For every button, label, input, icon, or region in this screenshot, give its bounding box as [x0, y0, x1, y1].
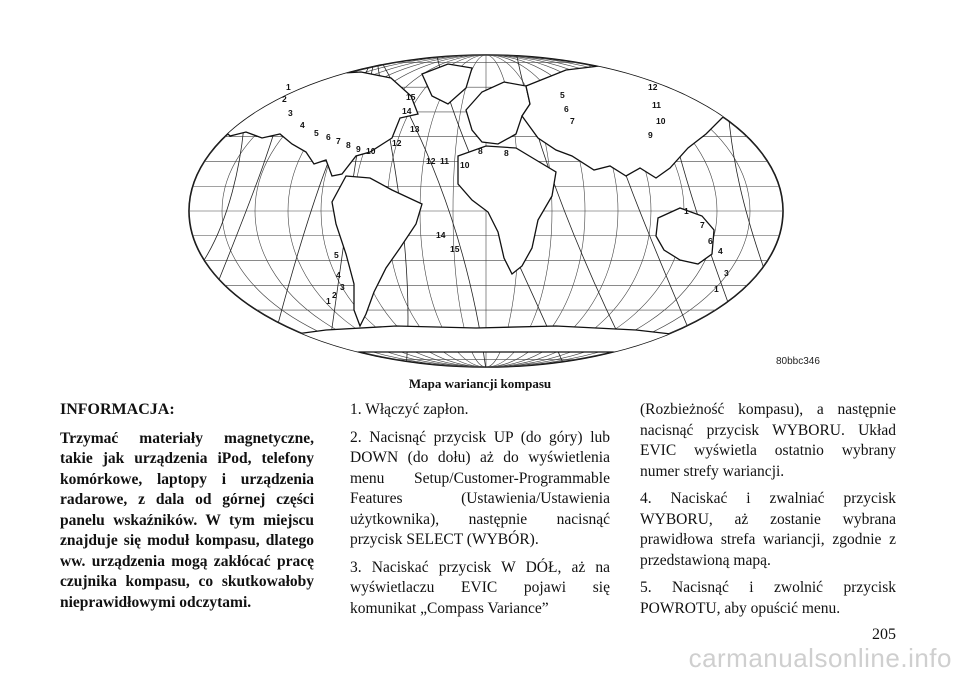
zone-number-label: 3 — [340, 282, 345, 292]
zone-number-label: 1 — [714, 284, 719, 294]
zone-number-label: 2 — [282, 94, 287, 104]
zone-number-label: 7 — [570, 116, 575, 126]
step-5: 5. Nacisnąć i zwolnić przycisk POWROTU, aby opuścić menu. — [640, 579, 896, 617]
zone-number-label: 5 — [560, 90, 565, 100]
step-2: 2. Nacisnąć przycisk UP (do góry) lub DOWN (do dołu) aż do wyświetlenia menu Setup/Customer-Programmable Features (Ustawienia/Ustawienia użytkownika), następnie nacisnąć przycisk SELECT (WYBÓR). — [350, 428, 610, 548]
zone-number-label: 2 — [332, 290, 337, 300]
zone-number-label: 3 — [724, 268, 729, 278]
zone-number-label: 8 — [478, 146, 483, 156]
zone-number-label: 6 — [564, 104, 569, 114]
zone-number-label: 14 — [436, 230, 446, 240]
steps-column-right — [640, 400, 896, 626]
zone-number-label: 13 — [410, 124, 420, 134]
info-text: Trzymać materiały magnetyczne, takie jak urządzenia iPod, telefony komórkowe, laptopy i urządzenia radarowe, z dala od górnej części panelu wskaźników. W tym miejscu znajduje się moduł kompasu, dlatego ww. urządzenia mogą zakłócać pracę czujnika kompasu, co skutkowałoby nieprawidłowymi odczytami. — [60, 429, 314, 611]
zone-number-label: 5 — [334, 250, 339, 260]
zone-number-label: 9 — [356, 144, 361, 154]
step-4: 4. Naciskać i zwalniać przycisk WYBORU, aż zostanie wybrana prawidłowa strefa wariancji, zgodnie z przedstawioną mapą. — [640, 490, 896, 569]
zone-number-label: 4 — [300, 120, 305, 130]
zone-number-label: 5 — [314, 128, 319, 138]
zone-number-label: 1 — [286, 82, 291, 92]
zone-number-label: 14 — [402, 106, 412, 116]
zone-number-label: 4 — [718, 246, 723, 256]
zone-number-label: 10 — [656, 116, 666, 126]
map-code: 80bbc346 — [776, 356, 820, 367]
zone-number-label: 7 — [700, 220, 705, 230]
step-1: 1. Włączyć zapłon. — [350, 401, 469, 418]
zone-number-label: 15 — [450, 244, 460, 254]
zone-number-label: 7 — [336, 136, 341, 146]
zone-number-label: 6 — [326, 132, 331, 142]
zone-number-label: 8 — [504, 148, 509, 158]
zone-number-label: 12 — [426, 156, 436, 166]
zone-number-label: 12 — [648, 82, 658, 92]
step-3-continued: (Rozbieżność kompasu), a następnie nacisnąć przycisk WYBORU. Układ EVIC wyświetla ostatnio wybrany numer strefy wariancji. — [640, 401, 896, 480]
zone-number-label: 10 — [366, 146, 376, 156]
zone-number-label: 1 — [684, 206, 689, 216]
zone-number-label: 6 — [708, 236, 713, 246]
zone-number-label: 9 — [648, 130, 653, 140]
steps-column-middle — [350, 400, 610, 626]
world-map-figure — [186, 52, 786, 370]
zone-number-label: 12 — [392, 138, 402, 148]
watermark: carmanualsonline.info — [688, 643, 952, 673]
zone-number-label: 4 — [336, 270, 341, 280]
compass-variance-map — [186, 52, 786, 370]
zone-number-label: 1 — [326, 296, 331, 306]
figure-caption: Mapa wariancji kompasu — [408, 376, 552, 391]
zone-number-label: 11 — [652, 100, 661, 110]
step-3: 3. Naciskać przycisk W DÓŁ, aż na wyświetlaczu EVIC pojawi się komunikat „Compass Variance” — [350, 558, 610, 617]
info-column — [60, 400, 314, 613]
page-number: 205 — [872, 626, 896, 643]
zone-number-label: 8 — [346, 140, 351, 150]
info-heading: INFORMACJA: — [60, 401, 175, 418]
zone-number-label: 11 — [440, 156, 449, 166]
zone-number-label: 3 — [288, 108, 293, 118]
zone-number-label: 15 — [406, 92, 416, 102]
zone-number-label: 10 — [460, 160, 470, 170]
